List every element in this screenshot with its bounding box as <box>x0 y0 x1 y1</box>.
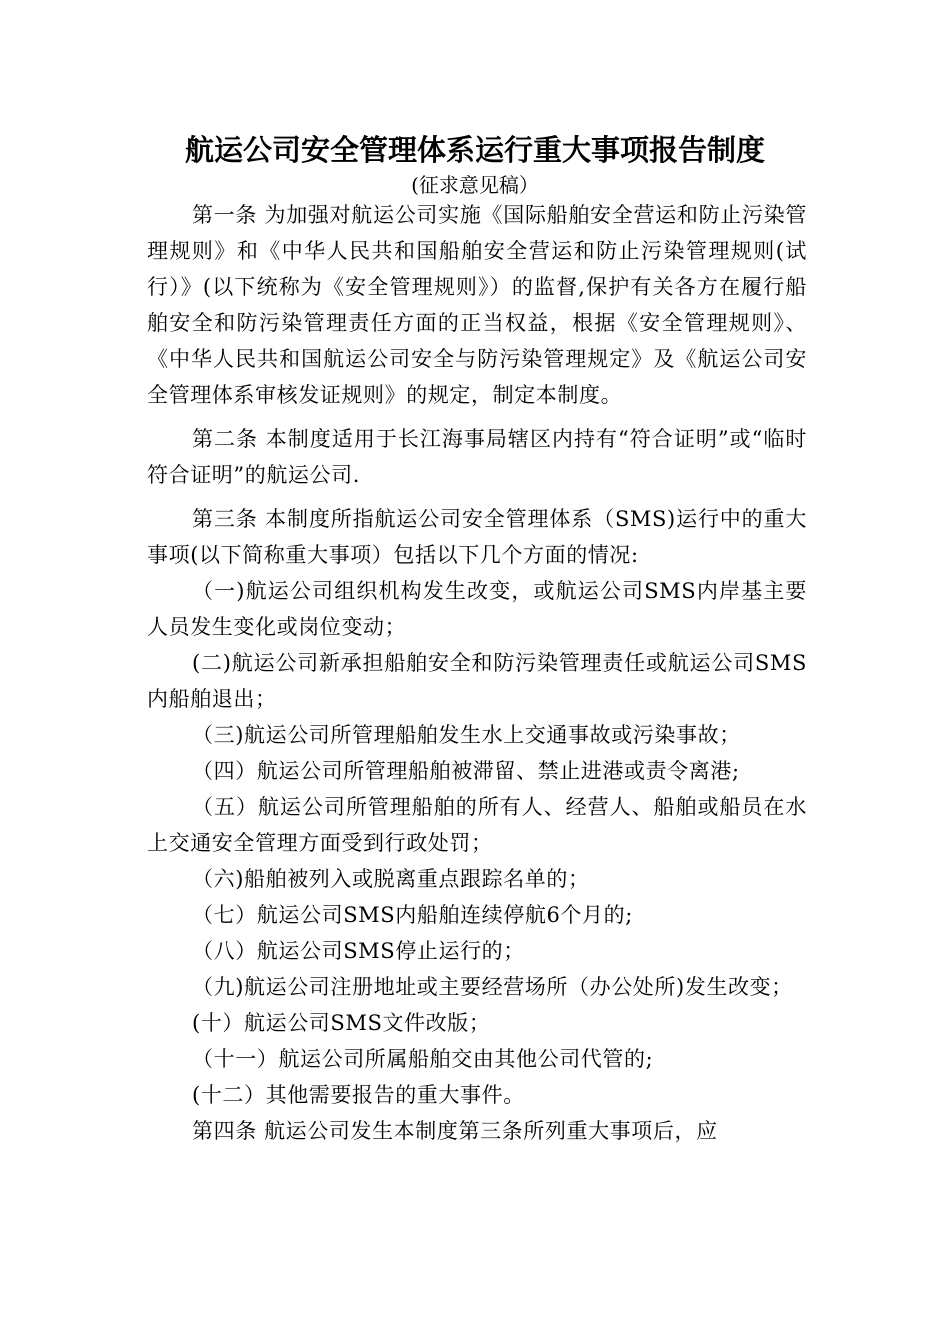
list-item: (二)航运公司新承担船舶安全和防污染管理责任或航运公司SMS内船舶退出； <box>147 651 807 711</box>
document-body <box>147 197 807 1149</box>
paragraph-article-2: 第二条 本制度适用于长江海事局辖区内持有“符合证明”或“临时符合证明”的航运公司. <box>147 427 807 487</box>
document-subtitle: (征求意见稿） <box>411 173 539 197</box>
list-item: (十二）其他需要报告的重大事件。 <box>192 1083 525 1107</box>
paragraph-article-3: 第三条 本制度所指航运公司安全管理体系（SMS)运行中的重大事项(以下简称重大事项）包括以下几个方面的情况: <box>147 507 807 567</box>
list-item: (十）航运公司SMS文件改版； <box>192 1011 491 1035</box>
list-item: （七）航运公司SMS内船舶连续停航6个月的; <box>192 903 633 927</box>
list-item: （十一）航运公司所属船舶交由其他公司代管的; <box>192 1047 654 1071</box>
document-title: 航运公司安全管理体系运行重大事项报告制度 <box>184 133 765 167</box>
list-item: （九)航运公司注册地址或主要经营场所（办公处所)发生改变； <box>192 975 793 999</box>
list-item: （五）航运公司所管理船舶的所有人、经营人、船舶或船员在水上交通安全管理方面受到行政处罚； <box>147 795 807 855</box>
list-item: （六)船舶被列入或脱离重点跟踪名单的； <box>192 867 590 891</box>
list-item: （四）航运公司所管理船舶被滞留、禁止进港或责令离港; <box>192 759 740 783</box>
list-item: （一)航运公司组织机构发生改变，或航运公司SMS内岸基主要人员发生变化或岗位变动； <box>147 579 807 639</box>
list-item: （三)航运公司所管理船舶发生水上交通事故或污染事故； <box>192 723 741 747</box>
list-item: （八）航运公司SMS停止运行的； <box>192 939 525 963</box>
paragraph-article-4: 第四条 航运公司发生本制度第三条所列重大事项后，应 <box>192 1119 718 1143</box>
paragraph-article-1: 第一条 为加强对航运公司实施《国际船舶安全营运和防止污染管理规则》和《中华人民共和国船舶安全营运和防止污染管理规则(试行）》(以下统称为《安全管理规则》）的监督,保护有关各方在履行船舶安全和防污染管理责任方面的正当权益，根据《安全管理规则》、《中华人民共和国航运公司安全与防污染管理规定》及《航运公司安全管理体系审核发证规则》的规定，制定本制度。 <box>147 203 807 407</box>
